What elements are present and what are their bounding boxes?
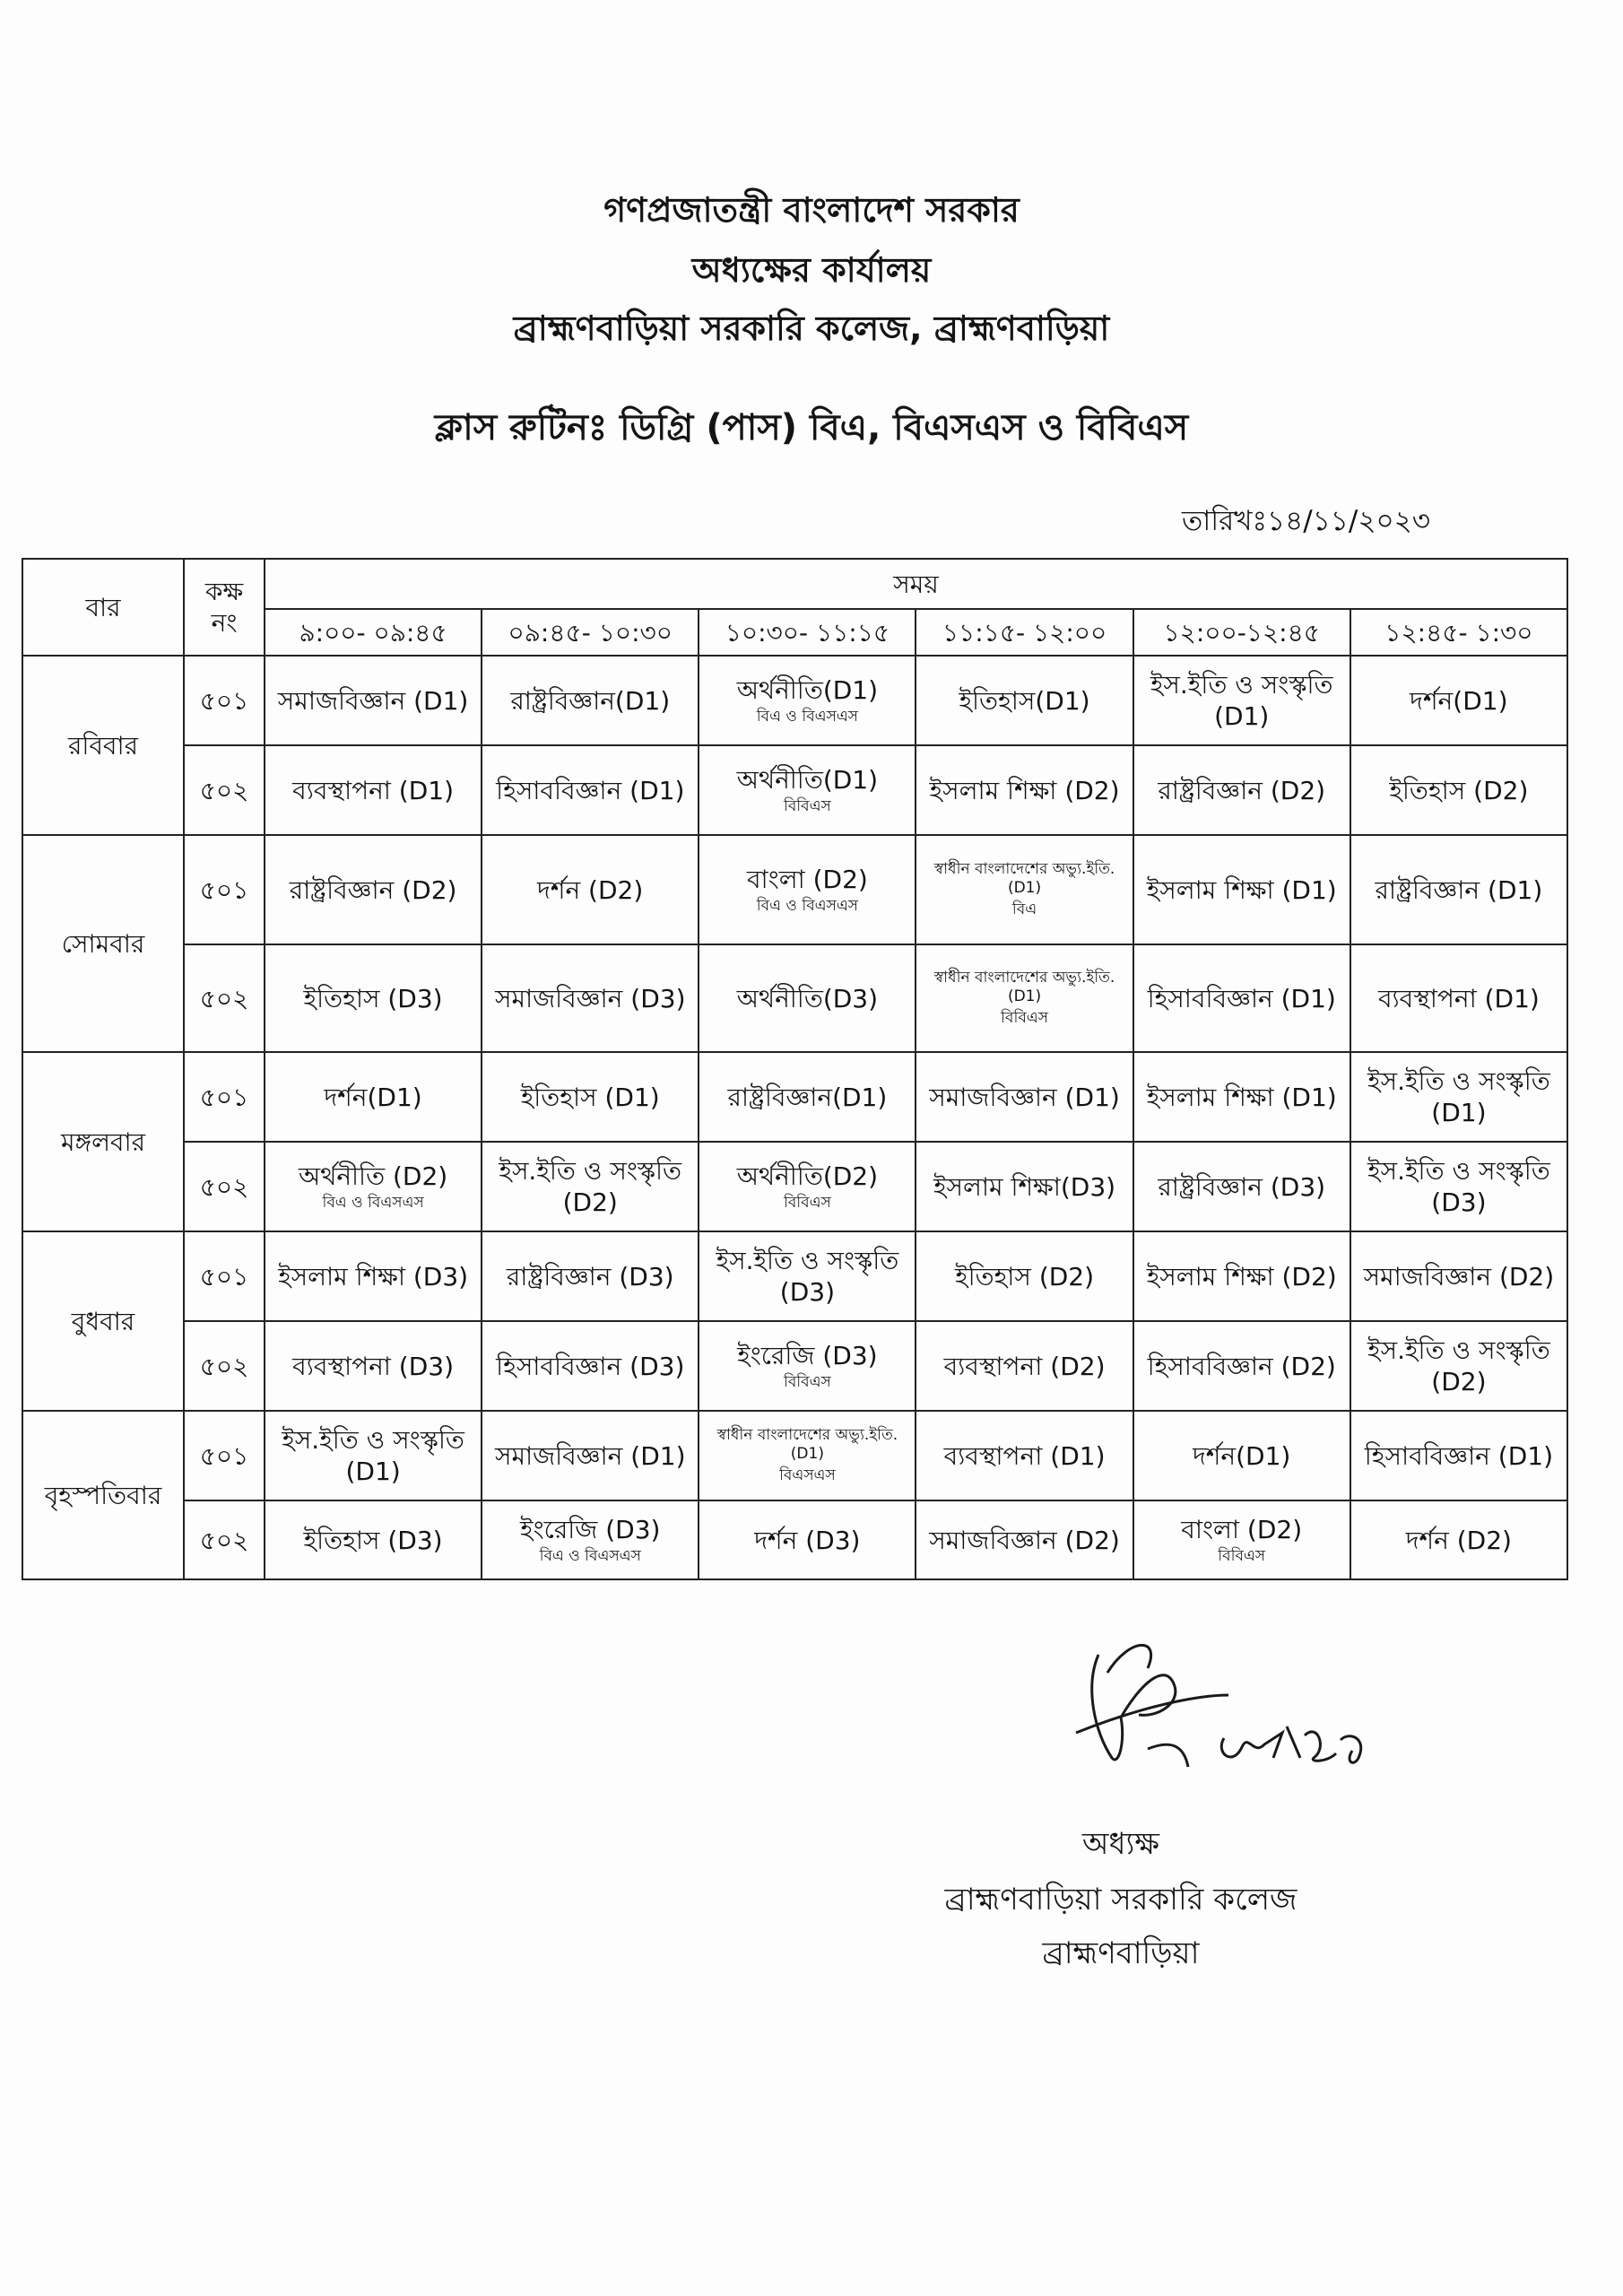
header-room-line2: নং [211, 608, 238, 638]
schedule-cell [916, 944, 1133, 1052]
date-line [1182, 500, 1430, 546]
table-row [22, 1500, 1567, 1579]
time-slot: ১০:৩০- ১১:১৫ [699, 609, 916, 656]
subject-text: অর্থনীতি (D2) [298, 1161, 448, 1191]
schedule-cell [482, 1231, 699, 1321]
schedule-cell [1133, 1142, 1350, 1231]
schedule-cell [699, 944, 916, 1052]
subject-text: রাষ্ট্রবিজ্ঞান (D1) [1375, 874, 1543, 905]
subject-text: দর্শন (D3) [754, 1525, 861, 1555]
subject-text: ইস.ইতি ও সংস্কৃতি (D1) [282, 1425, 464, 1486]
schedule-cell [699, 1500, 916, 1579]
subject-text: সমাজবিজ্ঞান (D1) [929, 1082, 1120, 1112]
schedule-cell [482, 944, 699, 1052]
subject-text: ইসলাম শিক্ষা (D2) [929, 775, 1120, 805]
table-row [22, 745, 1567, 835]
signatory-place: ব্রাহ্মণবাড়িয়া [1042, 1935, 1200, 1971]
subject-text: বাংলা (D2) [746, 864, 868, 894]
schedule-cell [265, 745, 482, 835]
schedule-cell [699, 1142, 916, 1231]
signature-image [1013, 1632, 1390, 1794]
schedule-cell [1133, 1231, 1350, 1321]
program-note: বিবিএস [783, 1193, 831, 1212]
subject-text: রাষ্ট্রবিজ্ঞান(D1) [727, 1082, 888, 1112]
schedule-cell [916, 835, 1133, 944]
schedule-cell [916, 1500, 1133, 1579]
schedule-cell [265, 1052, 482, 1142]
header-room-line1: কক্ষ [204, 577, 244, 606]
subject-text: ইতিহাস (D3) [303, 983, 443, 1013]
subject-text: ইতিহাস (D2) [1389, 775, 1529, 805]
room-number: ৫০১ [184, 1231, 265, 1321]
table-row [22, 1142, 1567, 1231]
subject-text: ব্যবস্থাপনা (D1) [292, 775, 455, 805]
schedule-cell [265, 1142, 482, 1231]
program-note: বিএ ও বিএসএস [539, 1546, 641, 1565]
subject-text: দর্শন(D1) [1410, 685, 1508, 716]
schedule-cell [265, 1231, 482, 1321]
subject-text: সমাজবিজ্ঞান (D1) [277, 685, 469, 716]
schedule-cell [1133, 1052, 1350, 1142]
subject-text: রাষ্ট্রবিজ্ঞান (D3) [506, 1261, 674, 1292]
header-time: সময় [265, 559, 1567, 609]
table-row [22, 835, 1567, 944]
subject-text: অর্থনীতি(D3) [736, 983, 879, 1013]
table-row [22, 656, 1567, 745]
program-note: বিএ ও বিএসএস [322, 1193, 424, 1212]
class-routine-table [22, 558, 1568, 1580]
subject-text: ইস.ইতি ও সংস্কৃতি (D2) [499, 1156, 682, 1217]
schedule-cell [265, 1321, 482, 1411]
subject-text: ইস.ইতি ও সংস্কৃতি (D3) [1367, 1156, 1550, 1217]
table-row [22, 944, 1567, 1052]
schedule-cell [916, 1231, 1133, 1321]
schedule-cell [1350, 1231, 1567, 1321]
room-number: ৫০২ [184, 745, 265, 835]
subject-text: রাষ্ট্রবিজ্ঞান (D2) [289, 874, 457, 905]
subject-text: অর্থনীতি(D2) [736, 1161, 879, 1191]
subject-text: ইস.ইতি ও সংস্কৃতি (D3) [716, 1246, 899, 1307]
subject-text: হিসাববিজ্ঞান (D2) [1147, 1351, 1336, 1381]
schedule-cell [482, 1052, 699, 1142]
subject-text: অর্থনীতি(D1) [736, 764, 879, 795]
subject-text: হিসাববিজ্ঞান (D3) [496, 1351, 685, 1381]
subject-text: ব্যবস্থাপনা (D1) [943, 1440, 1106, 1471]
subject-text: ইতিহাস (D2) [955, 1261, 1095, 1292]
program-note: বিবিএস [783, 796, 831, 815]
routine-title: ক্লাস রুটিনঃ ডিগ্রি (পাস) বিএ, বিএসএস ও বিবিএস [434, 407, 1189, 448]
schedule-cell [1350, 656, 1567, 745]
schedule-cell [482, 1321, 699, 1411]
room-number: ৫০১ [184, 1052, 265, 1142]
day-name: রবিবার [22, 656, 184, 835]
day-name: বৃহস্পতিবার [22, 1411, 184, 1579]
day-name: মঙ্গলবার [22, 1052, 184, 1231]
program-note: বিএসএস [779, 1465, 836, 1484]
subject-text: হিসাববিজ্ঞান (D1) [1364, 1440, 1554, 1471]
time-slot: ১২:০০-১২:৪৫ [1133, 609, 1350, 656]
schedule-cell [1133, 1500, 1350, 1579]
schedule-cell [699, 835, 916, 944]
subject-text: ব্যবস্থাপনা (D2) [943, 1351, 1106, 1381]
time-slot: ০৯:৪৫- ১০:৩০ [482, 609, 699, 656]
signatory-college: ব্রাহ্মণবাড়িয়া সরকারি কলেজ [944, 1882, 1298, 1918]
day-name: সোমবার [22, 835, 184, 1052]
subject-text: রাষ্ট্রবিজ্ঞান (D2) [1158, 775, 1326, 805]
program-note: বিএ ও বিএসএস [756, 896, 858, 915]
schedule-cell [265, 1411, 482, 1500]
subject-text: অর্থনীতি(D1) [736, 674, 879, 705]
subject-text: ইতিহাস (D3) [303, 1525, 443, 1555]
schedule-cell [265, 1500, 482, 1579]
schedule-cell [699, 656, 916, 745]
schedule-cell [916, 1052, 1133, 1142]
subject-text: হিসাববিজ্ঞান (D1) [1147, 983, 1336, 1013]
program-note: বিবিএস [1001, 1008, 1048, 1027]
schedule-cell [1350, 1321, 1567, 1411]
subject-text: রাষ্ট্রবিজ্ঞান(D1) [510, 685, 671, 716]
room-number: ৫০২ [184, 1321, 265, 1411]
room-number: ৫০২ [184, 944, 265, 1052]
room-number: ৫০১ [184, 656, 265, 745]
subject-text: ব্যবস্থাপনা (D1) [1377, 983, 1540, 1013]
office-heading: অধ্যক্ষের কার্যালয় [691, 250, 932, 290]
table-row [22, 1231, 1567, 1321]
schedule-cell [1133, 835, 1350, 944]
subject-text: ইংরেজি (D3) [520, 1514, 661, 1544]
subject-text: রাষ্ট্রবিজ্ঞান (D3) [1158, 1171, 1326, 1202]
schedule-cell [1133, 1321, 1350, 1411]
subject-text: সমাজবিজ্ঞান (D1) [494, 1440, 686, 1471]
subject-text: দর্শন(D1) [324, 1082, 422, 1112]
schedule-cell [265, 656, 482, 745]
schedule-cell [916, 1411, 1133, 1500]
program-note: বিবিএস [783, 1372, 831, 1391]
schedule-cell [1133, 944, 1350, 1052]
schedule-cell [1350, 1500, 1567, 1579]
subject-text: দর্শন (D2) [1405, 1525, 1512, 1555]
room-number: ৫০২ [184, 1142, 265, 1231]
program-note: বিএ [1011, 900, 1037, 918]
time-slot: ১২:৪৫- ১:৩০ [1350, 609, 1567, 656]
schedule-cell [1133, 745, 1350, 835]
subject-text: সমাজবিজ্ঞান (D2) [929, 1525, 1120, 1555]
subject-text: হিসাববিজ্ঞান (D1) [496, 775, 685, 805]
subject-text: ইসলাম শিক্ষা (D3) [278, 1261, 469, 1292]
header-day: বার [22, 559, 184, 656]
header-room [184, 559, 265, 656]
schedule-cell [1133, 1411, 1350, 1500]
schedule-cell [482, 1500, 699, 1579]
schedule-cell [482, 745, 699, 835]
signatory-title: অধ্যক্ষ [1082, 1826, 1159, 1862]
schedule-cell [482, 656, 699, 745]
subject-text: ব্যবস্থাপনা (D3) [292, 1351, 455, 1381]
day-name: বুধবার [22, 1231, 184, 1411]
room-number: ৫০১ [184, 835, 265, 944]
subject-text: দর্শন (D2) [537, 874, 644, 905]
subject-text: স্বাধীন বাংলাদেশের অভ্যু.ইতি. (D1) [933, 860, 1115, 898]
subject-text: ইসলাম শিক্ষা(D3) [933, 1171, 1116, 1202]
time-slot: ১১:১৫- ১২:০০ [916, 609, 1133, 656]
subject-text: ইস.ইতি ও সংস্কৃতি (D1) [1367, 1066, 1550, 1127]
schedule-cell [1350, 1052, 1567, 1142]
subject-text: ইসলাম শিক্ষা (D1) [1146, 1082, 1337, 1112]
schedule-cell [916, 656, 1133, 745]
schedule-cell [482, 1142, 699, 1231]
schedule-cell [1350, 944, 1567, 1052]
subject-text: বাংলা (D2) [1181, 1514, 1303, 1544]
schedule-cell [1350, 1142, 1567, 1231]
schedule-cell [1350, 745, 1567, 835]
college-heading: ব্রাহ্মণবাড়িয়া সরকারি কলেজ, ব্রাহ্মণবাড়িয়া [513, 309, 1110, 348]
government-heading: গণপ্রজাতন্ত্রী বাংলাদেশ সরকার [603, 190, 1020, 230]
subject-text: ইস.ইতি ও সংস্কৃতি (D1) [1150, 670, 1333, 731]
schedule-cell [1350, 1411, 1567, 1500]
room-number: ৫০১ [184, 1411, 265, 1500]
table-row [22, 1052, 1567, 1142]
schedule-cell [699, 1052, 916, 1142]
room-number: ৫০২ [184, 1500, 265, 1579]
schedule-cell [1133, 656, 1350, 745]
date-label: তারিখঃ [1181, 505, 1268, 537]
program-note: বিএ ও বিএসএস [756, 707, 858, 726]
schedule-cell [916, 745, 1133, 835]
schedule-cell [916, 1142, 1133, 1231]
schedule-cell [265, 944, 482, 1052]
schedule-cell [482, 835, 699, 944]
subject-text: স্বাধীন বাংলাদেশের অভ্যু.ইতি. (D1) [933, 969, 1115, 1006]
table-header-row [22, 559, 1567, 609]
schedule-cell [482, 1411, 699, 1500]
table-row [22, 1321, 1567, 1411]
subject-text: ইতিহাস(D1) [959, 685, 1090, 716]
schedule-cell [699, 1321, 916, 1411]
schedule-cell [699, 745, 916, 835]
subject-text: ইংরেজি (D3) [737, 1340, 878, 1370]
date-value: ১৪/১১/২০২৩ [1267, 505, 1430, 537]
schedule-cell [916, 1321, 1133, 1411]
subject-text: ইস.ইতি ও সংস্কৃতি (D2) [1367, 1335, 1550, 1396]
schedule-cell [265, 835, 482, 944]
table-row [22, 1411, 1567, 1500]
subject-text: ইসলাম শিক্ষা (D2) [1146, 1261, 1337, 1292]
schedule-cell [1350, 835, 1567, 944]
subject-text: সমাজবিজ্ঞান (D2) [1363, 1261, 1555, 1292]
subject-text: সমাজবিজ্ঞান (D3) [494, 983, 686, 1013]
subject-text: ইসলাম শিক্ষা (D1) [1146, 874, 1337, 905]
subject-text: দর্শন(D1) [1193, 1440, 1291, 1471]
subject-text: স্বাধীন বাংলাদেশের অভ্যু.ইতি. (D1) [716, 1426, 898, 1464]
schedule-cell [699, 1411, 916, 1500]
time-slot: ৯:০০- ০৯:৪৫ [265, 609, 482, 656]
program-note: বিবিএস [1218, 1546, 1266, 1565]
subject-text: ইতিহাস (D1) [520, 1082, 660, 1112]
schedule-cell [699, 1231, 916, 1321]
